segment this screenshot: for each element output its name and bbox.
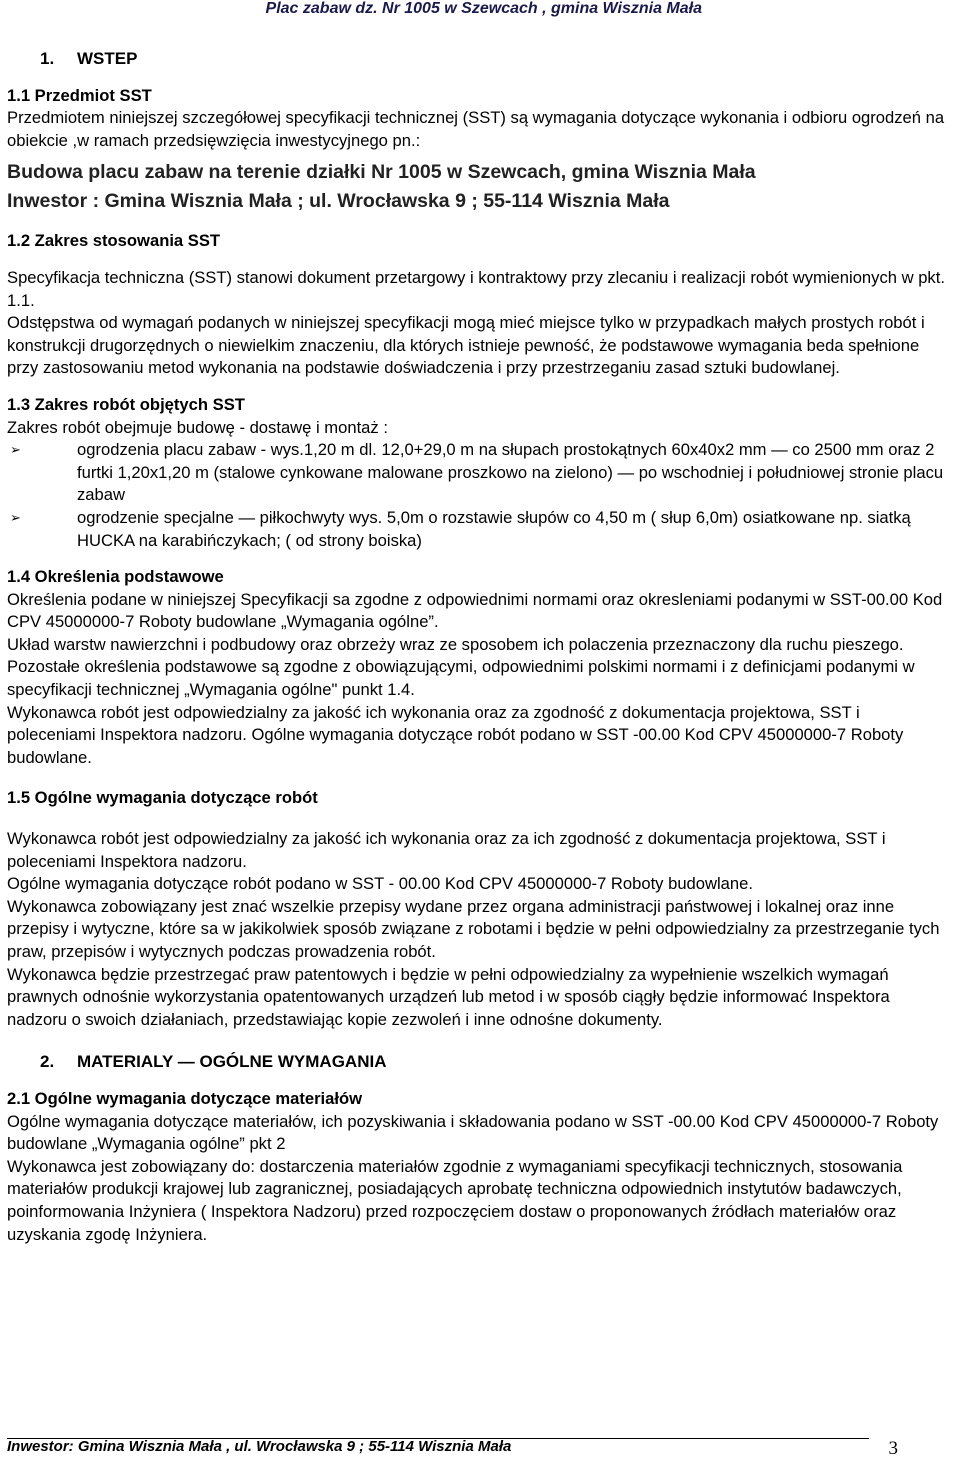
paragraph: Określenia podane w niniejszej Specyfikacji sa zgodne z odpowiednimi normami oraz okresleniami podanymi w SST-00.00 Kod CPV 45000000-7 Roboty budowlane „Wymagania ogólne”. (7, 589, 943, 632)
paragraph: Odstępstwa od wymagań podanych w niniejszej specyfikacji mogą mieć miejsce tylko w przypadkach małych prostych robót i konstrukcji drugorzędnych o niewielkim znaczeniu, dla których istnieje pewność, że podstawowe wymagania beda spełnione przy zastosowaniu metod wykonania na podstawie doświadczenia i przy przestrzeganiu zasad sztuki budowlanej. (7, 313, 925, 378)
section-1-3-heading: 1.3 Zakres robót objętych SST (7, 394, 245, 414)
paragraph: Przedmiotem niniejszej szczegółowej specyfikacji technicznej (SST) są wymagania dotyczące wykonania i odbioru ogrodzeń na obiekcie ,w ramach przedsięwzięcia inwestycyjnego pn.: (7, 108, 945, 150)
section-number: 2. (40, 1052, 55, 1072)
paragraph: Układ warstw nawierzchni i podbudowy oraz obrzeży wraz ze sposobem ich polaczenia przeznaczony dla ruchu pieszego. (7, 634, 904, 654)
paragraph: Wykonawca robót jest odpowiedzialny za jakość ich wykonania oraz za ich zgodność z dokumentacja projektowa, SST i poleceniami Inspektora nadzoru. (7, 829, 886, 871)
paragraph: Wykonawca jest zobowiązany do: dostarczenia materiałów zgodnie z wymaganiami specyfikacji technicznych, stosowania materiałów produkcji krajowej lub zagranicznej, posiadających aprobatę techniczna odpowiednich instytutów badawczych, poinformowania Inżyniera ( Inspektora Nadzoru) przed rozpoczęciem dostaw o proponowanych źródłach materiałów oraz uzyskania zgodę Inżyniera. (7, 1156, 903, 1244)
paragraph: Ogólne wymagania dotyczące materiałów, ich pozyskiwania i składowania podano w SST -00.00 Kod CPV 45000000-7 Roboty budowlane „Wymagania ogólne” pkt 2 (7, 1111, 939, 1154)
list-item-text: ogrodzenie specjalne — piłkochwyty wys. 5,0m o rozstawie słupów co 4,50 m ( słup 6,0m) osiatkowane np. siatką HUCKA na karabińczykach; ( od strony boiska) (77, 507, 911, 550)
page-footer: Inwestor: Gmina Wisznia Mała , ul. Wrocławska 9 ; 55-114 Wisznia Mała (7, 1438, 512, 1455)
scope-list (7, 439, 947, 552)
page-header: Plac zabaw dz. Nr 1005 w Szewcach , gmina Wisznia Mała (265, 0, 702, 17)
section-1-2-heading: 1.2 Zakres stosowania SST (7, 231, 221, 251)
project-title: Budowa placu zabaw na terenie działki Nr 1005 w Szewcach, gmina Wisznia Mała (7, 161, 756, 184)
list-item-text: ogrodzenia placu zabaw - wys.1,20 m dl. 12,0+29,0 m na słupach prostokątnych 60x40x2 mm — co 2500 mm oraz 2 furtki 1,20x1,20 m (stalowe cynkowane malowane proszkowo na zielono) — po wschodniej i południowej stronie placu zabaw (77, 440, 944, 505)
document-body (7, 48, 947, 1246)
page-number: 3 (888, 1438, 898, 1459)
list-item (7, 507, 947, 552)
section-number: 1. (40, 49, 55, 68)
paragraph: Ogólne wymagania dotyczące robót podano w SST - 00.00 Kod CPV 45000000-7 Roboty budowlane. (7, 874, 753, 894)
section-title: MATERIALY — OGÓLNE WYMAGANIA (77, 1052, 387, 1072)
section-2-1-heading: 2.1 Ogólne wymagania dotyczące materiałów (7, 1088, 363, 1108)
paragraph: Wykonawca robót jest odpowiedzialny za jakość ich wykonania oraz za zgodność z dokumentacja projektowa, SST i poleceniami Inspektora nadzoru. Ogólne wymagania dotyczące robót podano w SST -00.00 Kod CPV 45000000-7 Roboty budowlane. (7, 702, 904, 767)
paragraph: Wykonawca będzie przestrzegać praw patentowych i będzie w pełni odpowiedzialny za wypełnienie wszelkich wymagań prawnych odnośnie wykorzystania opatentowanych urządzeń lub metod i w sposób ciągły będzie informować Inspektora nadzoru o swoich działaniach, przedstawiając kopie zezwoleń i inne odnośne dokumenty. (7, 964, 890, 1029)
section-1-1-heading: 1.1 Przedmiot SST (7, 85, 152, 105)
section-1-5-heading: 1.5 Ogólne wymagania dotyczące robót (7, 788, 318, 808)
investor-line: Inwestor : Gmina Wisznia Mała ; ul. Wrocławska 9 ; 55-114 Wisznia Mała (7, 190, 670, 213)
section-2-heading (40, 1051, 947, 1074)
list-item (7, 439, 947, 507)
arrow-bullet-icon: ➢ (10, 509, 21, 525)
section-1-heading (40, 48, 947, 71)
paragraph: Zakres robót obejmuje budowę - dostawę i montaż : (7, 417, 388, 437)
paragraph: Wykonawca zobowiązany jest znać wszelkie przepisy wydane przez organa administracji państwowej i lokalnej oraz inne przepisy i wytyczne, które sa w jakikolwiek sposób związane z robotami i będzie w pełni odpowiedzialny za przestrzeganie tych praw, przepisów i wytycznych podczas prowadzenia robót. (7, 896, 940, 961)
arrow-bullet-icon: ➢ (10, 442, 21, 458)
section-title: WSTEP (77, 49, 138, 68)
paragraph: Pozostałe określenia podstawowe są zgodne z obowiązującymi, odpowiednimi polskimi normami i z definicjami podanymi w specyfikacji technicznej „Wymagania ogólne" punkt 1.4. (7, 657, 915, 700)
paragraph: Specyfikacja techniczna (SST) stanowi dokument przetargowy i kontraktowy przy zlecaniu i realizacji robót wymienionych w pkt. 1.1. (7, 267, 945, 310)
section-1-4-heading: 1.4 Określenia podstawowe (7, 567, 224, 587)
